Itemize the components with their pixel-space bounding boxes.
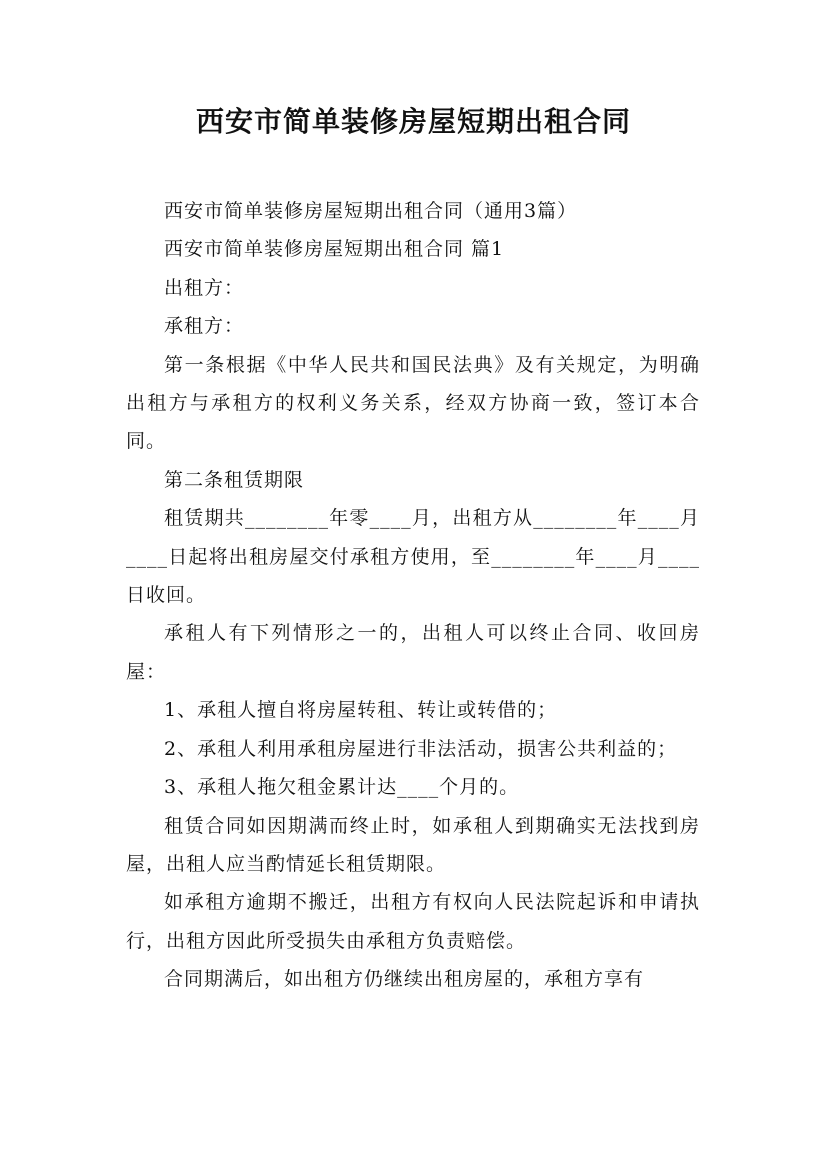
paragraph: 租赁期共________年零____月，出租方从________年____月____日起将出租房屋交付承租方使用，至________年____月____日收回。 [126, 507, 700, 607]
paragraph: 承租方： [164, 315, 245, 338]
paragraph: 第一条根据《中华人民共和国民法典》及有关规定，为明确出租方与承租方的权利义务关系，经双方协商一致，签订本合同。 [126, 353, 700, 453]
paragraph: 2、承租人利用承租房屋进行非法活动，损害公共利益的； [164, 737, 678, 760]
document-title: 西安市简单装修房屋短期出租合同 [195, 105, 631, 138]
document-body [126, 192, 700, 999]
paragraph: 3、承租人拖欠租金累计达____个月的。 [164, 776, 520, 799]
paragraph: 出租方： [164, 276, 245, 299]
paragraph: 第二条租赁期限 [164, 468, 305, 491]
paragraph: 合同期满后，如出租方仍继续出租房屋的，承租方享有 [164, 968, 645, 991]
paragraph: 西安市简单装修房屋短期出租合同 篇1 [164, 238, 505, 261]
paragraph: 租赁合同如因期满而终止时，如承租人到期确实无法找到房屋，出租人应当酌情延长租赁期限。 [126, 814, 700, 875]
paragraph: 1、承租人擅自将房屋转租、转让或转借的； [164, 699, 558, 722]
paragraph: 承租人有下列情形之一的，出租人可以终止合同、收回房屋： [126, 622, 700, 683]
paragraph: 如承租方逾期不搬迁，出租方有权向人民法院起诉和申请执行，出租方因此所受损失由承租方负责赔偿。 [126, 891, 700, 952]
paragraph: 西安市简单装修房屋短期出租合同（通用3篇） [164, 200, 578, 222]
